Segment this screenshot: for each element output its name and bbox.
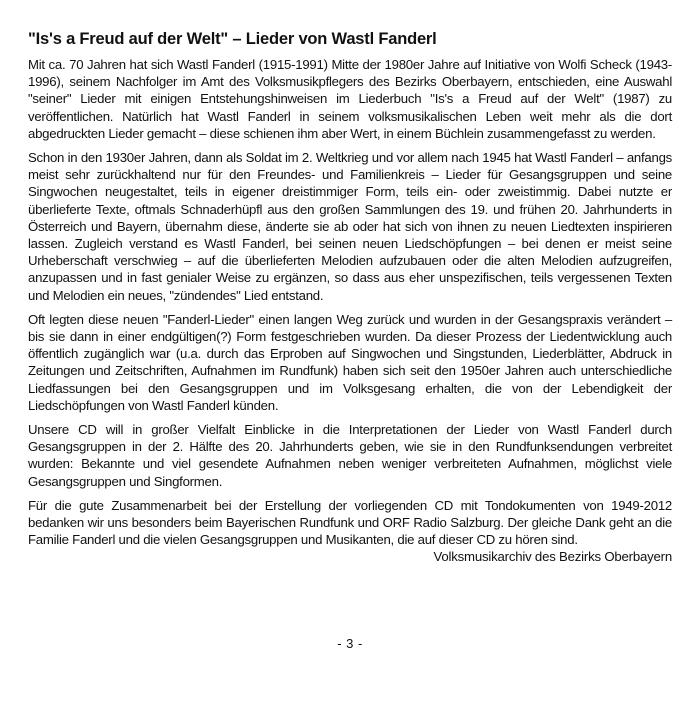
page-number: - 3 -	[337, 636, 363, 651]
page-title: "Is's a Freud auf der Welt" – Lieder von Wastl Fanderl	[28, 30, 437, 48]
signature: Volksmusikarchiv des Bezirks Oberbayern	[433, 549, 672, 565]
paragraph-5: Für die gute Zusammenarbeit bei der Erstellung der vorliegenden CD mit Tondokumenten von 1949-2012 bedanken wir uns besonders beim Bayerischen Rundfunk und ORF Radio Salzburg. Der gleiche Dank geht an die Familie Fanderl und die vielen Gesangsgruppen und Musikanten, die auf dieser CD zu hören sind.	[28, 497, 672, 548]
paragraph-4: Unsere CD will in großer Vielfalt Einblicke in die Interpretationen der Lieder von Wastl Fanderl durch Gesangsgruppen in der 2. Hälfte des 20. Jahrhunderts geben, wie sie in den Rundfunksendungen verbreitet wurden: Bekannte und viel gesendete Aufnahmen neben weniger verbreiteten Aufnahmen, möglichst viele Gesangsgruppen und Singformen.	[28, 422, 672, 489]
paragraph-1: Mit ca. 70 Jahren hat sich Wastl Fanderl (1915-1991) Mitte der 1980er Jahre auf Initiative von Wolfi Scheck (1943-1996), seinem Nachfolger im Amt des Volksmusikpflegers des Bezirks Oberbayern, entschieden, eine Auswahl "seiner" Lieder mit einigen Entstehungshinweisen im Liederbuch "Is's a Freud auf der Welt" (1987) zu veröffentlichen. Natürlich hat Wastl Fanderl in seinem volksmusikalischen Leben weit mehr als die dort abgedruckten Lieder gemacht – diese schienen ihm aber Wert, in einem Büchlein zusammengefasst zu werden.	[28, 57, 672, 141]
paragraph-2: Schon in den 1930er Jahren, dann als Soldat im 2. Weltkrieg und vor allem nach 1945 hat Wastl Fanderl – anfangs meist sehr zurückhaltend nur für den Freundes- und Familienkreis – Lieder für Gesangsgruppen und seine Singwochen neugestaltet, teils in eigener dreistimmiger Form, teils ein- oder zweistimmig. Dabei nutzte er überlieferte Texte, oftmals Schnaderhüpfl aus den großen Sammlungen des 19. und frühen 20. Jahrhunderts in Österreich und Bayern, übernahm diese, änderte sie ab oder hat sich von ihnen zu neuen Liedtexten inspirieren lassen. Zugleich verstand es Wastl Fanderl, bei seinen neuen Liedschöpfungen – bei denen er meist seine Urheberschaft verschwieg – auf die überlieferten Melodien aufzubauen oder die alten Melodien aufzugreifen, anzupassen und in fast genialer Weise zu ergänzen, so dass aus eher unspezifischen, teils vergessenen Texten und Melodien ein neues, "zündendes" Lied entstand.	[28, 150, 672, 303]
paragraph-3: Oft legten diese neuen "Fanderl-Lieder" einen langen Weg zurück und wurden in der Gesangspraxis verändert – bis sie dann in einer endgültigen(?) Form festgeschrieben wurden. Da dieser Prozess der Liedentwicklung auch öffentlich zugänglich war (u.a. durch das Erproben auf Singwochen und Singstunden, Liederblätter, Abdruck in Zeitungen und Zeitschriften, Aufnahmen im Rundfunk) haben sich seit den 1950er Jahren auch unterschiedliche Liedfassungen bei den Gesangsgruppen und im Volksgesang erhalten, die von der Lebendigkeit der Liedschöpfungen von Wastl Fanderl künden.	[28, 311, 672, 413]
document-page	[28, 28, 672, 565]
